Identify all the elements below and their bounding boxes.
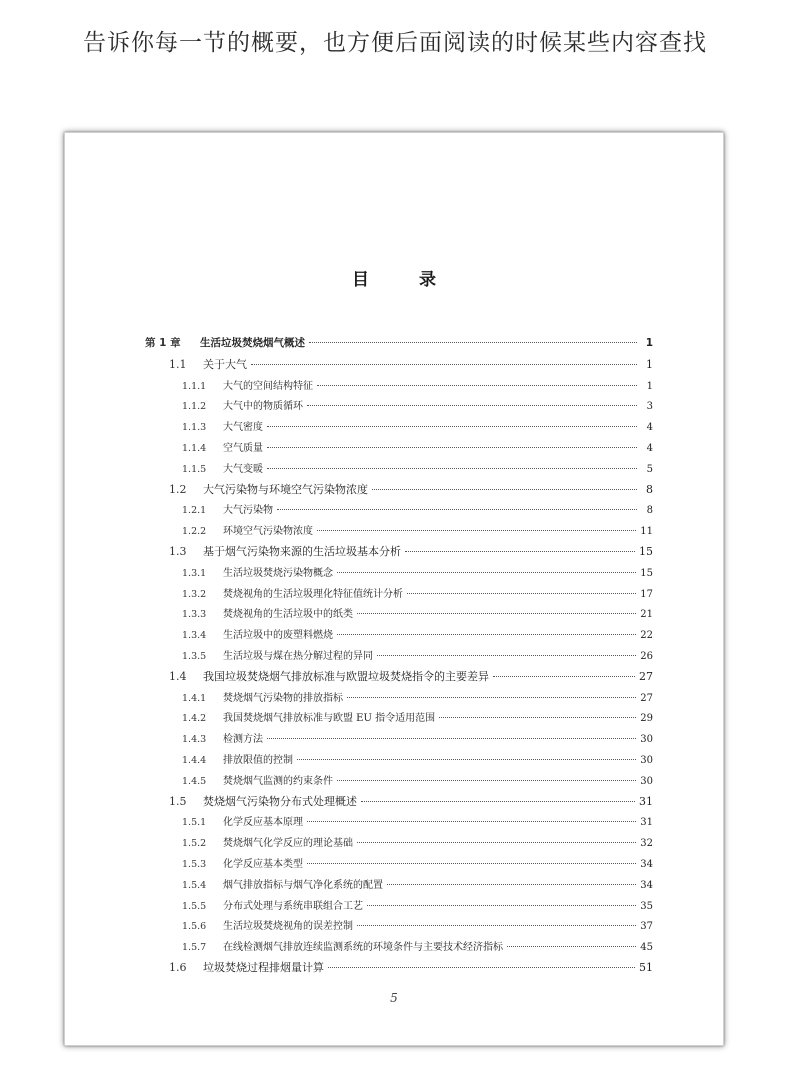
toc-entry-title: 垃圾焚烧过程排烟量计算 xyxy=(203,960,324,974)
toc-entry-number: 1.1 xyxy=(169,357,187,371)
toc-subsection-entry xyxy=(145,418,653,439)
toc-entry-title: 大气变暖 xyxy=(223,463,263,475)
toc-dot-leader xyxy=(357,613,636,614)
toc-entry-title: 生活垃圾中的废塑料燃烧 xyxy=(223,630,333,642)
toc-entry-number: 1.4.3 xyxy=(182,734,207,746)
toc-dot-leader xyxy=(407,593,636,594)
toc-subsection-entry xyxy=(145,938,653,959)
toc-entry-page: 15 xyxy=(639,544,653,558)
toc-entry-title: 焚烧视角的生活垃圾中的纸类 xyxy=(223,609,353,621)
toc-entry-title: 焚烧烟气化学反应的理论基础 xyxy=(223,838,353,850)
toc-entry-page: 37 xyxy=(640,921,653,933)
toc-entry-title: 大气密度 xyxy=(223,422,263,434)
toc-entry-title: 生活垃圾焚烧污染物概念 xyxy=(223,567,333,579)
toc-entry-number: 1.1.3 xyxy=(182,422,207,434)
toc-subsection-entry xyxy=(145,730,653,751)
toc-entry-page: 27 xyxy=(639,669,653,683)
toc-entry-number: 1.5.3 xyxy=(182,858,207,870)
toc-heading xyxy=(65,265,723,290)
toc-entry-number: 1.1.4 xyxy=(182,442,207,454)
toc-section-entry xyxy=(145,543,653,564)
toc-subsection-entry xyxy=(145,689,653,710)
toc-subsection-entry xyxy=(145,813,653,834)
toc-dot-leader xyxy=(251,364,637,365)
toc-chapter-entry xyxy=(145,335,653,356)
toc-entry-page: 34 xyxy=(640,879,653,891)
toc-entry-title: 在线检测烟气排放连续监测系统的环境条件与主要技术经济指标 xyxy=(223,942,503,954)
toc-entry-page: 15 xyxy=(640,567,653,579)
toc-entry-number: 1.2 xyxy=(169,482,187,496)
toc-section-entry xyxy=(145,481,653,502)
toc-entry-number: 1.3.4 xyxy=(182,630,207,642)
toc-dot-leader xyxy=(328,967,635,968)
toc-entry-number: 1.3.2 xyxy=(182,588,207,600)
toc-entry-page: 32 xyxy=(640,838,653,850)
toc-dot-leader xyxy=(317,530,636,531)
toc-entry-number: 1.4.1 xyxy=(182,692,207,704)
toc-dot-leader xyxy=(367,905,636,906)
toc-entry-title: 我国焚烧烟气排放标准与欧盟 EU 指令适用范围 xyxy=(223,713,436,725)
toc-entry-number: 1.3.1 xyxy=(182,567,207,579)
toc-subsection-entry xyxy=(145,876,653,897)
toc-entry-title: 大气的空间结构特征 xyxy=(223,380,313,392)
toc-entry-number: 1.5.1 xyxy=(182,817,207,829)
toc-entry-title: 检测方法 xyxy=(223,734,263,746)
toc-entry-title: 焚烧烟气污染物分布式处理概述 xyxy=(203,794,357,808)
toc-entry-page: 4 xyxy=(646,422,653,434)
toc-entry-title: 焚烧视角的生活垃圾理化特征值统计分析 xyxy=(223,588,403,600)
toc-dot-leader xyxy=(307,405,637,406)
toc-section-entry xyxy=(145,356,653,377)
toc-subsection-entry xyxy=(145,751,653,772)
toc-entry-number: 1.5.4 xyxy=(182,879,207,891)
toc-subsection-entry xyxy=(145,397,653,418)
toc-entry-page: 51 xyxy=(639,960,653,974)
table-of-contents xyxy=(145,335,653,980)
toc-dot-leader xyxy=(347,697,636,698)
toc-entry-page: 35 xyxy=(640,900,653,912)
toc-entry-title: 关于大气 xyxy=(203,357,247,371)
toc-entry-title: 烟气排放指标与烟气净化系统的配置 xyxy=(223,879,383,891)
toc-section-entry xyxy=(145,793,653,814)
toc-dot-leader xyxy=(439,717,636,718)
toc-heading-char-2: 录 xyxy=(419,270,436,290)
toc-entry-page: 8 xyxy=(646,482,653,496)
toc-entry-title: 排放限值的控制 xyxy=(223,754,293,766)
toc-entry-title: 环境空气污染物浓度 xyxy=(223,526,313,538)
toc-entry-title: 化学反应基本类型 xyxy=(223,858,303,870)
toc-entry-number: 1.3.3 xyxy=(182,609,207,621)
toc-dot-leader xyxy=(405,551,635,552)
toc-dot-leader xyxy=(372,489,637,490)
toc-entry-number: 1.4.2 xyxy=(182,713,207,725)
toc-entry-number: 1.2.2 xyxy=(182,526,207,538)
toc-subsection-entry xyxy=(145,772,653,793)
toc-dot-leader xyxy=(317,385,637,386)
toc-dot-leader xyxy=(267,738,636,739)
toc-entry-number: 1.2.1 xyxy=(182,505,207,517)
toc-entry-number: 1.5.6 xyxy=(182,921,207,933)
toc-entry-title: 焚烧烟气污染物的排放指标 xyxy=(223,692,343,704)
toc-entry-number: 第 1 章 xyxy=(145,337,181,349)
toc-entry-page: 34 xyxy=(640,858,653,870)
toc-dot-leader xyxy=(377,655,636,656)
toc-entry-number: 1.1.5 xyxy=(182,463,207,475)
toc-entry-page: 5 xyxy=(646,463,653,475)
toc-dot-leader xyxy=(337,780,636,781)
toc-entry-page: 26 xyxy=(640,650,653,662)
toc-entry-page: 1 xyxy=(646,380,653,392)
toc-dot-leader xyxy=(387,884,636,885)
toc-entry-title: 大气污染物与环境空气污染物浓度 xyxy=(203,482,368,496)
toc-entry-title: 空气质量 xyxy=(223,442,263,454)
toc-subsection-entry xyxy=(145,522,653,543)
toc-subsection-entry xyxy=(145,647,653,668)
toc-subsection-entry xyxy=(145,377,653,398)
toc-entry-number: 1.5 xyxy=(169,794,187,808)
toc-dot-leader xyxy=(307,821,636,822)
toc-entry-page: 22 xyxy=(640,630,653,642)
toc-subsection-entry xyxy=(145,564,653,585)
toc-entry-page: 29 xyxy=(640,713,653,725)
toc-entry-number: 1.3.5 xyxy=(182,650,207,662)
toc-dot-leader xyxy=(267,447,637,448)
toc-entry-page: 8 xyxy=(646,505,653,517)
toc-entry-title: 生活垃圾与煤在热分解过程的异同 xyxy=(223,650,373,662)
toc-entry-title: 生活垃圾焚烧视角的误差控制 xyxy=(223,921,353,933)
toc-entry-number: 1.4.4 xyxy=(182,754,207,766)
toc-subsection-entry xyxy=(145,501,653,522)
toc-entry-page: 30 xyxy=(640,734,653,746)
caption-text: 告诉你每一节的概要，也方便后面阅读的时候某些内容查找 xyxy=(83,30,707,56)
toc-dot-leader xyxy=(309,342,637,343)
toc-entry-title: 大气中的物质循环 xyxy=(223,401,303,413)
toc-entry-number: 1.1.2 xyxy=(182,401,207,413)
toc-dot-leader xyxy=(357,925,636,926)
toc-entry-page: 45 xyxy=(640,942,653,954)
toc-entry-number: 1.3 xyxy=(169,544,187,558)
toc-entry-number: 1.5.2 xyxy=(182,838,207,850)
toc-section-entry xyxy=(145,668,653,689)
toc-subsection-entry xyxy=(145,585,653,606)
toc-dot-leader xyxy=(507,946,636,947)
toc-dot-leader xyxy=(493,676,635,677)
toc-entry-page: 30 xyxy=(640,775,653,787)
toc-subsection-entry xyxy=(145,834,653,855)
toc-entry-number: 1.4 xyxy=(169,669,187,683)
toc-entry-number: 1.4.5 xyxy=(182,775,207,787)
toc-dot-leader xyxy=(267,468,637,469)
toc-dot-leader xyxy=(357,842,636,843)
toc-dot-leader xyxy=(277,509,637,510)
toc-entry-page: 11 xyxy=(640,526,653,538)
toc-dot-leader xyxy=(337,572,636,573)
toc-entry-page: 3 xyxy=(646,401,653,413)
toc-entry-number: 1.6 xyxy=(169,960,187,974)
toc-entry-page: 31 xyxy=(639,794,653,808)
toc-section-entry xyxy=(145,959,653,980)
toc-subsection-entry xyxy=(145,439,653,460)
toc-entry-number: 1.1.1 xyxy=(182,380,207,392)
toc-dot-leader xyxy=(297,759,636,760)
toc-entry-page: 1 xyxy=(645,337,653,349)
toc-entry-page: 17 xyxy=(640,588,653,600)
toc-entry-title: 基于烟气污染物来源的生活垃圾基本分析 xyxy=(203,544,401,558)
toc-entry-title: 我国垃圾焚烧烟气排放标准与欧盟垃圾焚烧指令的主要差异 xyxy=(203,669,489,683)
toc-dot-leader xyxy=(361,801,635,802)
toc-subsection-entry xyxy=(145,605,653,626)
toc-heading-char-1: 目 xyxy=(352,270,369,290)
toc-entry-number: 1.5.7 xyxy=(182,942,207,954)
toc-entry-title: 分布式处理与系统串联组合工艺 xyxy=(223,900,363,912)
toc-entry-page: 31 xyxy=(640,817,653,829)
toc-entry-page: 27 xyxy=(640,692,653,704)
toc-entry-title: 化学反应基本原理 xyxy=(223,817,303,829)
toc-entry-page: 1 xyxy=(646,357,653,371)
toc-entry-title: 焚烧烟气监测的约束条件 xyxy=(223,775,333,787)
toc-entry-number: 1.5.5 xyxy=(182,900,207,912)
toc-dot-leader xyxy=(337,634,636,635)
toc-subsection-entry xyxy=(145,626,653,647)
toc-entry-title: 生活垃圾焚烧烟气概述 xyxy=(200,337,305,349)
toc-subsection-entry xyxy=(145,855,653,876)
toc-dot-leader xyxy=(307,863,636,864)
toc-subsection-entry xyxy=(145,917,653,938)
toc-entry-page: 21 xyxy=(640,609,653,621)
document-page xyxy=(64,132,724,1046)
toc-entry-title: 大气污染物 xyxy=(223,505,273,517)
toc-subsection-entry xyxy=(145,897,653,918)
toc-subsection-entry xyxy=(145,709,653,730)
toc-subsection-entry xyxy=(145,460,653,481)
page-number: 5 xyxy=(390,991,398,1005)
toc-dot-leader xyxy=(267,426,637,427)
toc-entry-page: 30 xyxy=(640,754,653,766)
toc-entry-page: 4 xyxy=(646,442,653,454)
